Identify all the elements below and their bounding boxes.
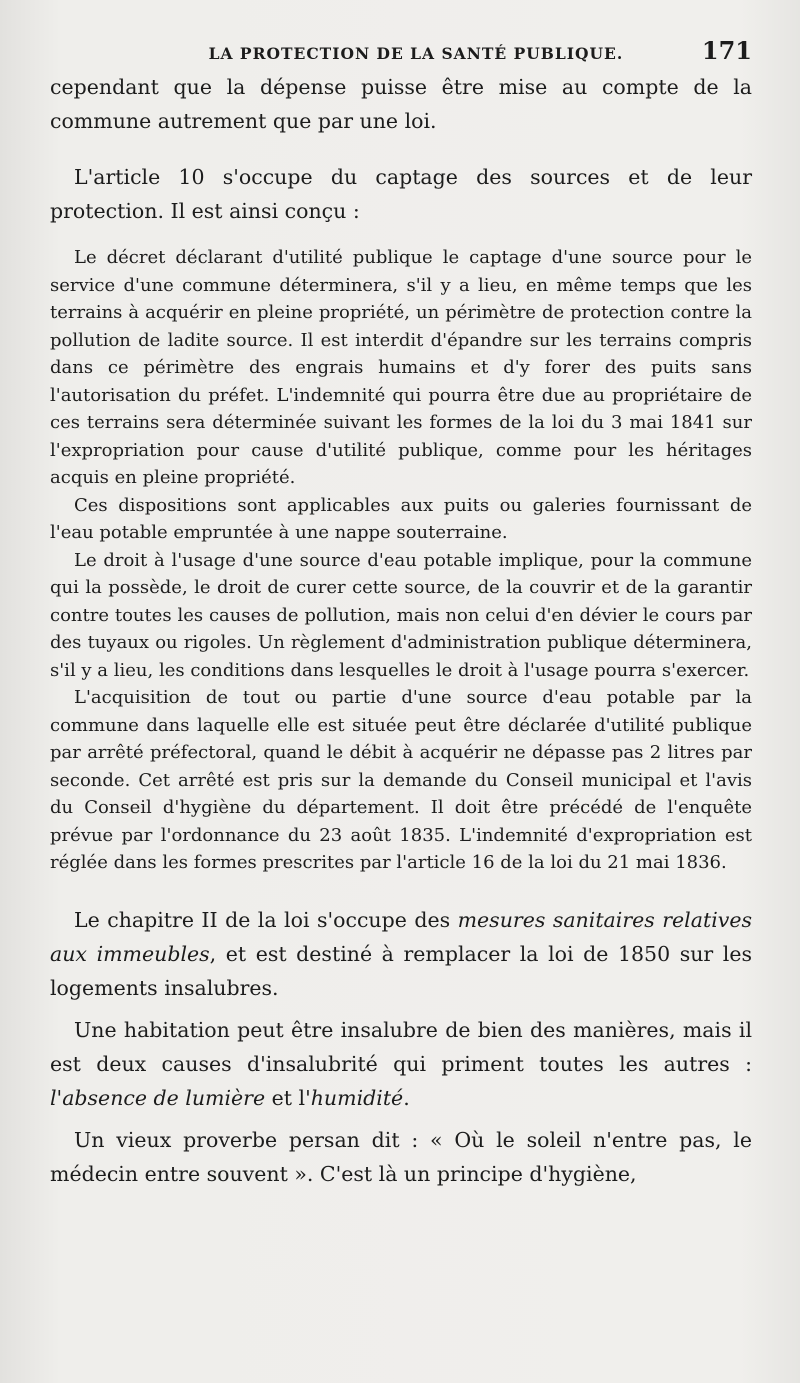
text-run: .	[403, 1085, 410, 1110]
text-run: , et est destiné à remplacer la loi de 1850 sur les logements insalubres.	[50, 941, 753, 1000]
running-title: LA PROTECTION DE LA SANTÉ PUBLIQUE.	[208, 44, 624, 63]
page-header	[50, 36, 752, 70]
quoted-paragraph-decret: Le décret déclarant d'utilité publique le captage d'une source pour le service d'une commune déterminera, s'il y a lieu, en même temps que les terrains à acquérir en pleine propriété, un périmètre de protection contre la pollution de ladite source. Il est interdit d'épandre sur les terrains compris dans ce périmètre des engrais humains et d'y forer des puits sans l'autorisation du préfet. L'indemnité qui pourra être due au propriétaire de ces terrains sera déterminée suivant les formes de la loi du 3 mai 1841 sur l'expropriation pour cause d'utilité publique, comme pour les héritages acquis en pleine propriété.	[50, 247, 752, 488]
paragraph-proverbe: Un vieux proverbe persan dit : « Où le soleil n'entre pas, le médecin entre souvent ». C'est là un principe d'hygiène,	[50, 1127, 752, 1186]
text-run: Une habitation peut être insalubre de bien des manières, mais il est deux causes d'insalubrité qui priment toutes les autres :	[50, 1017, 752, 1076]
emphasis-text: l'absence de lumière	[50, 1085, 266, 1110]
emphasis-text: humidité	[310, 1085, 404, 1110]
quoted-paragraph-droit: Le droit à l'usage d'une source d'eau potable implique, pour la commune qui la possède, le droit de curer cette source, de la couvrir et de la garantir contre toutes les causes de pollution, mais non celui d'en dévier le cours par des tuyaux ou rigoles. Un règlement d'administration publique déterminera, s'il y a lieu, les conditions dans lesquelles le droit à l'usage pourra s'exercer.	[50, 549, 752, 681]
text-run: Le chapitre II de la loi s'occupe des	[74, 907, 458, 932]
emphasis-text: mesures sanitaires relatives aux immeubles	[50, 907, 752, 966]
quoted-paragraph-puits: Ces dispositions sont applicables aux puits ou galeries fournissant de l'eau potable empruntée à une nappe souterraine.	[50, 494, 752, 543]
page-number: 171	[701, 36, 752, 65]
text-run: et l'	[265, 1085, 311, 1110]
paragraph-article-10: L'article 10 s'occupe du captage des sources et de leur protection. Il est ainsi conçu :	[50, 165, 752, 223]
paragraph-continuation: cependant que la dépense puisse être mise au compte de la commune autrement que par une loi.	[50, 75, 752, 133]
quoted-paragraph-acquisition: L'acquisition de tout ou partie d'une source d'eau potable par la commune dans laquelle elle est située peut être déclarée d'utilité publique par arrêté préfectoral, quand le débit à acquérir ne dépasse pas 2 litres par seconde. Cet arrêté est pris sur la demande du Conseil municipal et l'avis du Conseil d'hygiène du département. Il doit être précédé de l'enquête prévue par l'ordonnance du 23 août 1835. L'indemnité d'expropriation est réglée dans les formes prescrites par l'article 16 de la loi du 21 mai 1836.	[50, 687, 752, 873]
paragraph-habitation	[50, 1013, 752, 1115]
paragraph-chapitre-II	[50, 903, 752, 1005]
